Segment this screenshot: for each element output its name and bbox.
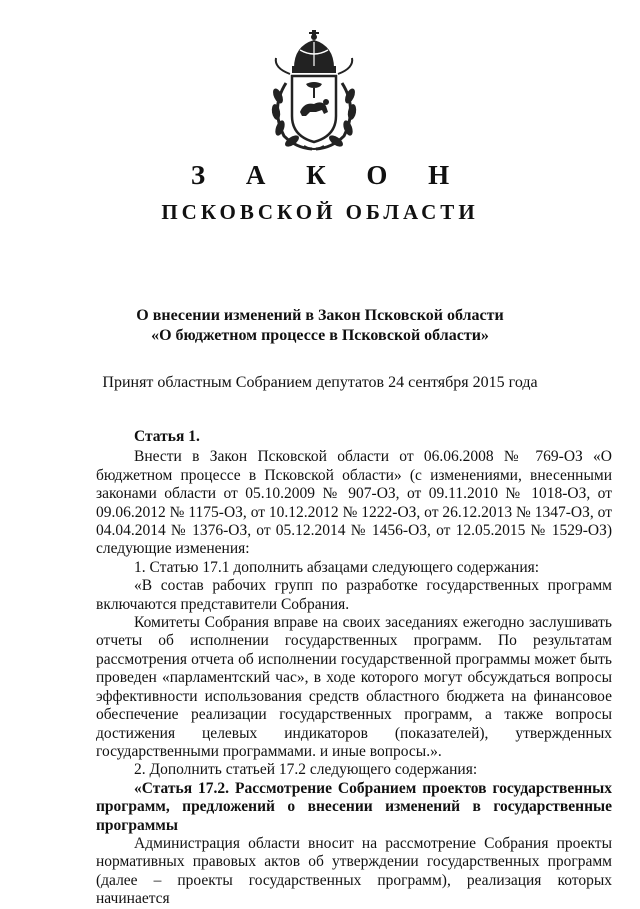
paragraph: Администрация области вносит на рассмотрение Собрания проекты нормативных правовых актов об утверждении государственных программ (далее – проекты государственных программ), реализация которых начинается (96, 834, 612, 908)
region-title: ПСКОВСКОЙ ОБЛАСТИ (161, 200, 479, 224)
paragraph: «В состав рабочих групп по разработке государственных программ включаются представители Собрания. (96, 577, 612, 613)
adoption-statement: Принят областным Собранием депутатов 24 сентября 2015 года (102, 374, 538, 391)
paragraph: 2. Дополнить статьей 17.2 следующего содержания: (134, 761, 478, 779)
paragraph: Внести в Закон Псковской области от 06.06.2008 № 769-ОЗ «О бюджетном процессе в Псковской области» (с изменениями, внесенными законами области от 05.10.2009 № 907-ОЗ, от 09.11.2010 № 1018-ОЗ, от 09.06.2012 № 1175-ОЗ, от 10.12.2012 № 1222-ОЗ, от 26.12.2013 № 1347-ОЗ, от 04.04.2014 № 1376-ОЗ, от 05.12.2014 № 1456-ОЗ, от 12.05.2015 № 1529-ОЗ) следующие изменения: (96, 448, 612, 558)
law-subject (0, 306, 640, 346)
paragraph: 1. Статью 17.1 дополнить абзацами следующего содержания: (134, 558, 540, 576)
law-subject-line-2: «О бюджетном процессе в Псковской области» (151, 327, 489, 344)
paragraph: Комитеты Собрания вправе на своих заседаниях ежегодно заслушивать отчеты об исполнении государственных программ. По результатам рассмотрения отчета об исполнении государственной программы может быть проведен «парламентский час», в ходе которого могут обсуждаться вопросы эффективности использования средств областного бюджета на финансовое обеспечение реализации государственных программ, а также вопросы достижения целевых индикаторов (показателей), утвержденных государственными программами. и иные вопросы.». (96, 614, 612, 760)
coat-of-arms-icon (264, 28, 364, 153)
law-subject-line-1: О внесении изменений в Закон Псковской области (136, 307, 504, 324)
document-title: З А К О Н (190, 160, 467, 190)
article-17-2-heading: «Статья 17.2. Рассмотрение Собранием проектов государственных программ, предложений о внесении изменений в государственные программы (96, 779, 612, 834)
law-body (96, 428, 612, 909)
article-heading: Статья 1. (134, 428, 200, 445)
